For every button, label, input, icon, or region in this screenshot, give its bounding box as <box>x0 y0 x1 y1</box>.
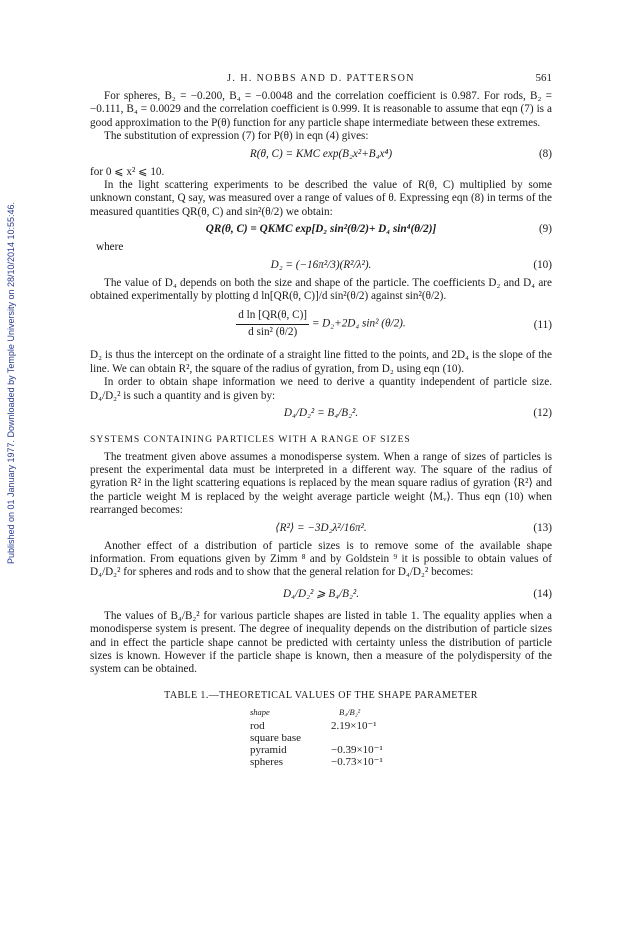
equation-14 <box>90 588 552 602</box>
table-cell-value: 2.19×10⁻¹ <box>331 720 377 733</box>
paragraph: In order to obtain shape information we need to derive a quantity independent of particle size. D₄/D₂² is such a quantity and is given by: <box>90 376 552 402</box>
equation-number: (14) <box>533 587 552 600</box>
table-cell-shape: spheres <box>250 756 283 769</box>
paragraph: Another effect of a distribution of particle sizes is to remove some of the available shape information. From equations given by Zimm ⁸ and by Goldstein ⁹ it is possible to obtain values of D₄/D₂² for spheres and rods and to show that the general relation for D₄/D₂² becomes: <box>90 539 552 579</box>
equation-text: QR(θ, C) = QKMC exp[D₂ sin²(θ/2)+ D₄ sin⁴(θ/2)] <box>205 223 437 236</box>
table-cell-shape: rod <box>250 720 265 733</box>
equation-rhs: = D₂+2D₄ sin² (θ/2). <box>311 317 406 330</box>
table-row <box>250 720 383 732</box>
equation-number: (9) <box>538 223 552 236</box>
table-cell-shape: pyramid <box>250 744 287 757</box>
paragraph: The substitution of expression (7) for P(θ) in eqn (4) gives: <box>104 130 369 143</box>
table-cell-value: −0.73×10⁻¹ <box>331 756 383 769</box>
table-row <box>250 732 383 744</box>
equation-text: D₂ = (−16π²/3)(R²/λ²). <box>270 258 372 271</box>
paragraph: In the light scattering experiments to be described the value of R(θ, C) multiplied by some unknown constant, Q say, was measured over a range of values of θ. Expressing eqn (8) in terms of the measured quantities QR(θ, C) and sin²(θ/2) we obtain: <box>90 179 552 218</box>
equation-text: ⟨R²⟩ = −3D₂λ²/16π². <box>275 521 367 534</box>
fraction <box>236 309 309 339</box>
page-number: 561 <box>535 72 552 84</box>
page-header <box>90 72 552 90</box>
equation-number: (13) <box>533 521 552 534</box>
shape-parameter-table <box>250 706 383 768</box>
table-caption: TABLE 1.—THEORETICAL VALUES OF THE SHAPE PARAMETER <box>164 689 478 701</box>
fraction-denominator: d sin² (θ/2) <box>248 325 298 338</box>
equation-text: D₄/D₂² ⩾ B₄/B₂². <box>282 587 360 600</box>
equation-text: D₄/D₂² = B₄/B₂². <box>283 407 359 420</box>
table-cell-value: −0.39×10⁻¹ <box>331 744 383 757</box>
equation-9 <box>90 223 552 237</box>
table-header-row <box>250 706 383 720</box>
table-row <box>250 756 383 768</box>
equation-number: (8) <box>538 147 552 160</box>
paragraph: for 0 ⩽ x² ⩽ 10. <box>90 165 165 178</box>
running-title: J. H. NOBBS AND D. PATTERSON <box>227 73 415 84</box>
paragraph: For spheres, B₂ = −0.200, B₄ = −0.0048 and the correlation coefficient is 0.987. For rods, B₂ = −0.111, B₄ = 0.0029 and the correlation coefficient is 0.999. It is reasonable to assume that eqn (7) is a good approximation to the P(θ) function for any particle shape intermediate between these extremes. <box>90 90 552 129</box>
equation-number: (10) <box>533 258 552 271</box>
table-cell-value <box>301 732 383 744</box>
equation-13 <box>90 522 552 536</box>
equation-number: (12) <box>533 407 552 420</box>
column-header-value: B₄/B₂² <box>339 707 361 718</box>
paragraph: where <box>96 241 124 254</box>
table-cell-shape: square base <box>250 732 302 745</box>
equation-text: R(θ, C) = KMC exp(B₂x²+B₄x⁴) <box>249 147 393 160</box>
paragraph: D₂ is thus the intercept on the ordinate of a straight line fitted to the points, and 2D₄ is the slope of the line. We can obtain R², the square of the radius of gyration, from D₂ using eqn (10). <box>90 349 552 375</box>
paragraph: The treatment given above assumes a monodisperse system. When a range of sizes of particles is present the experimental data must be interpreted in a different way. The square of the radius of gyration R² in the light scattering equations is replaced by the mean square radius of gyration ⟨R²⟩ and the particle weight M is replaced by the weight average particle weight ⟨Mᵥ⟩. Thus eqn (10) when rearranged becomes: <box>90 450 552 517</box>
fraction-numerator: d ln [QR(θ, C)] <box>236 309 309 324</box>
section-heading: SYSTEMS CONTAINING PARTICLES WITH A RANGE OF SIZES <box>90 434 411 446</box>
equation-8 <box>90 148 552 162</box>
paragraph: The value of D₄ depends on both the size and shape of the particle. The coefficients D₂ and D₄ are obtained experimentally by plotting d ln[QR(θ, C)]/d sin²(θ/2) against sin²(θ/2). <box>90 276 552 303</box>
paragraph: The values of B₄/B₂² for various particle shapes are listed in table 1. The equality applies when a monodisperse system is present. The degree of inequality depends on the distribution of particle sizes and in effect the particle shape cannot be predicted with certainty unless the distribution of particle sizes is known. However if the particle shape is known, then a measure of the polydispersity of the system can be obtained. <box>90 609 552 676</box>
journal-page <box>90 72 552 768</box>
equation-10 <box>90 259 552 273</box>
equation-number: (11) <box>533 319 552 332</box>
download-notice <box>4 150 18 620</box>
equation-12 <box>90 407 552 421</box>
equation-11 <box>90 309 552 343</box>
download-notice-text: Published on 01 January 1977. Downloaded by Temple University on 28/10/2014 10:55:46. <box>6 201 16 565</box>
column-header-shape: shape <box>250 707 270 718</box>
table-row <box>250 744 383 756</box>
